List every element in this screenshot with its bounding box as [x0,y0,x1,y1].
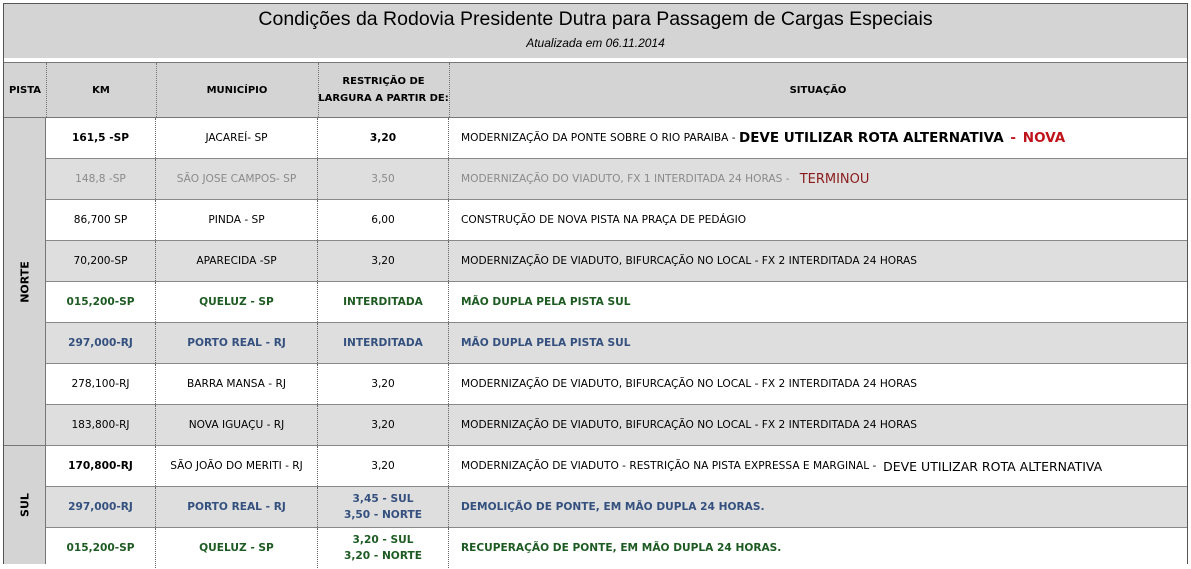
header-situacao: SITUAÇÃO [789,84,847,96]
km-cell: 297,000-RJ [46,487,156,527]
restricao-sul: 3,20 - SUL [352,534,414,546]
municipio-cell: APARECIDA -SP [156,241,318,281]
table-row [46,405,1187,446]
header-municipio: MUNICÍPIO [206,84,268,96]
title-banner [4,4,1187,59]
update-date: Atualizada em 06.11.2014 [526,36,665,50]
km-cell: 148,8 -SP [46,159,156,199]
table-row [46,241,1187,282]
municipio-cell: SÃO JOSE CAMPOS- SP [156,159,318,199]
header-km: KM [92,84,110,96]
km-cell: 278,100-RJ [46,364,156,404]
situacao-cell: RECUPERAÇÃO DE PONTE, EM MÃO DUPLA 24 HORAS. [461,542,782,554]
situacao-cell: MODERNIZAÇÃO DE VIADUTO, BIFURCAÇÃO NO LOCAL - FX 2 INTERDITADA 24 HORAS [461,419,918,431]
situacao-text: MODERNIZAÇÃO DO VIADUTO, FX 1 INTERDITADA 24 HORAS - [461,173,790,185]
restricao-cell: 3,20 [318,446,449,486]
situacao-cell [449,446,1187,486]
municipio-cell: PINDA - SP [156,200,318,240]
pista-sul-label: SUL [18,493,31,517]
header-restricao-line1: RESTRIÇÃO DE [342,76,425,87]
situacao-cell: MODERNIZAÇÃO DE VIADUTO, BIFURCAÇÃO NO LOCAL - FX 2 INTERDITADA 24 HORAS [461,255,918,267]
restricao-norte: 3,50 - NORTE [344,509,422,521]
restricao-cell: 3,50 [318,159,449,199]
pista-sul [4,446,46,564]
km-cell: 297,000-RJ [46,323,156,363]
municipio-cell: QUELUZ - SP [156,282,318,322]
situacao-cell [449,159,1187,199]
table-row [46,364,1187,405]
restricao-cell: 6,00 [318,200,449,240]
restricao-cell: INTERDITADA [318,323,449,363]
pista-norte-label: NORTE [18,260,31,303]
table-title: Condições da Rodovia Presidente Dutra para Passagem de Cargas Especiais [258,8,933,30]
restricao-cell [318,487,449,527]
municipio-cell: BARRA MANSA - RJ [156,364,318,404]
header-row [4,63,1187,118]
km-cell: 015,200-SP [46,528,156,568]
km-cell: 015,200-SP [46,282,156,322]
restricao-sul: 3,45 - SUL [352,493,414,505]
situacao-cell: MÃO DUPLA PELA PISTA SUL [461,337,631,349]
status-finished: TERMINOU [799,171,870,187]
restricao-cell: 3,20 [318,364,449,404]
municipio-cell: QUELUZ - SP [156,528,318,568]
table-row [46,487,1187,528]
header-pista: PISTA [8,84,42,96]
table-row [46,200,1187,241]
situacao-cell: DEMOLIÇÃO DE PONTE, EM MÃO DUPLA 24 HORAS. [461,501,765,513]
municipio-cell: JACAREÍ- SP [156,118,318,158]
restricao-cell: 3,20 [318,118,449,158]
restricao-cell: 3,20 [318,405,449,445]
alert-text: DEVE UTILIZAR ROTA ALTERNATIVA [883,458,1103,474]
km-cell: 86,700 SP [46,200,156,240]
restricao-norte: 3,20 - NORTE [344,550,422,562]
municipio-cell: PORTO REAL - RJ [156,487,318,527]
situacao-cell: CONSTRUÇÃO DE NOVA PISTA NA PRAÇA DE PEDÁGIO [461,214,747,226]
header-restricao-line2: LARGURA A PARTIR DE: [318,93,449,104]
km-cell: 170,800-RJ [46,446,156,486]
conditions-table [3,3,1188,564]
km-cell: 70,200-SP [46,241,156,281]
table-row [46,446,1187,487]
situacao-cell: MODERNIZAÇÃO DE VIADUTO, BIFURCAÇÃO NO LOCAL - FX 2 INTERDITADA 24 HORAS [461,378,918,390]
table-row [46,528,1187,569]
situacao-text: MODERNIZAÇÃO DA PONTE SOBRE O RIO PARAIBA - [461,132,736,144]
municipio-cell: SÃO JOÃO DO MERITI - RJ [156,446,318,486]
header-restricao [318,63,449,117]
status-new: NOVA [1022,130,1066,146]
situacao-text: MODERNIZAÇÃO DE VIADUTO - RESTRIÇÃO NA PISTA EXPRESSA E MARGINAL - [461,460,877,472]
situacao-cell [449,118,1187,158]
table-row [46,159,1187,200]
table-row [46,323,1187,364]
km-cell: 183,800-RJ [46,405,156,445]
municipio-cell: NOVA IGUAÇU - RJ [156,405,318,445]
separator: - [1010,130,1017,146]
situacao-cell: MÃO DUPLA PELA PISTA SUL [461,296,631,308]
table-row [46,118,1187,159]
alert-text: DEVE UTILIZAR ROTA ALTERNATIVA [738,130,1004,146]
municipio-cell: PORTO REAL - RJ [156,323,318,363]
restricao-cell: INTERDITADA [318,282,449,322]
restricao-cell [318,528,449,568]
restricao-cell: 3,20 [318,241,449,281]
km-cell: 161,5 -SP [46,118,156,158]
table-row [46,282,1187,323]
pista-norte [4,118,46,446]
